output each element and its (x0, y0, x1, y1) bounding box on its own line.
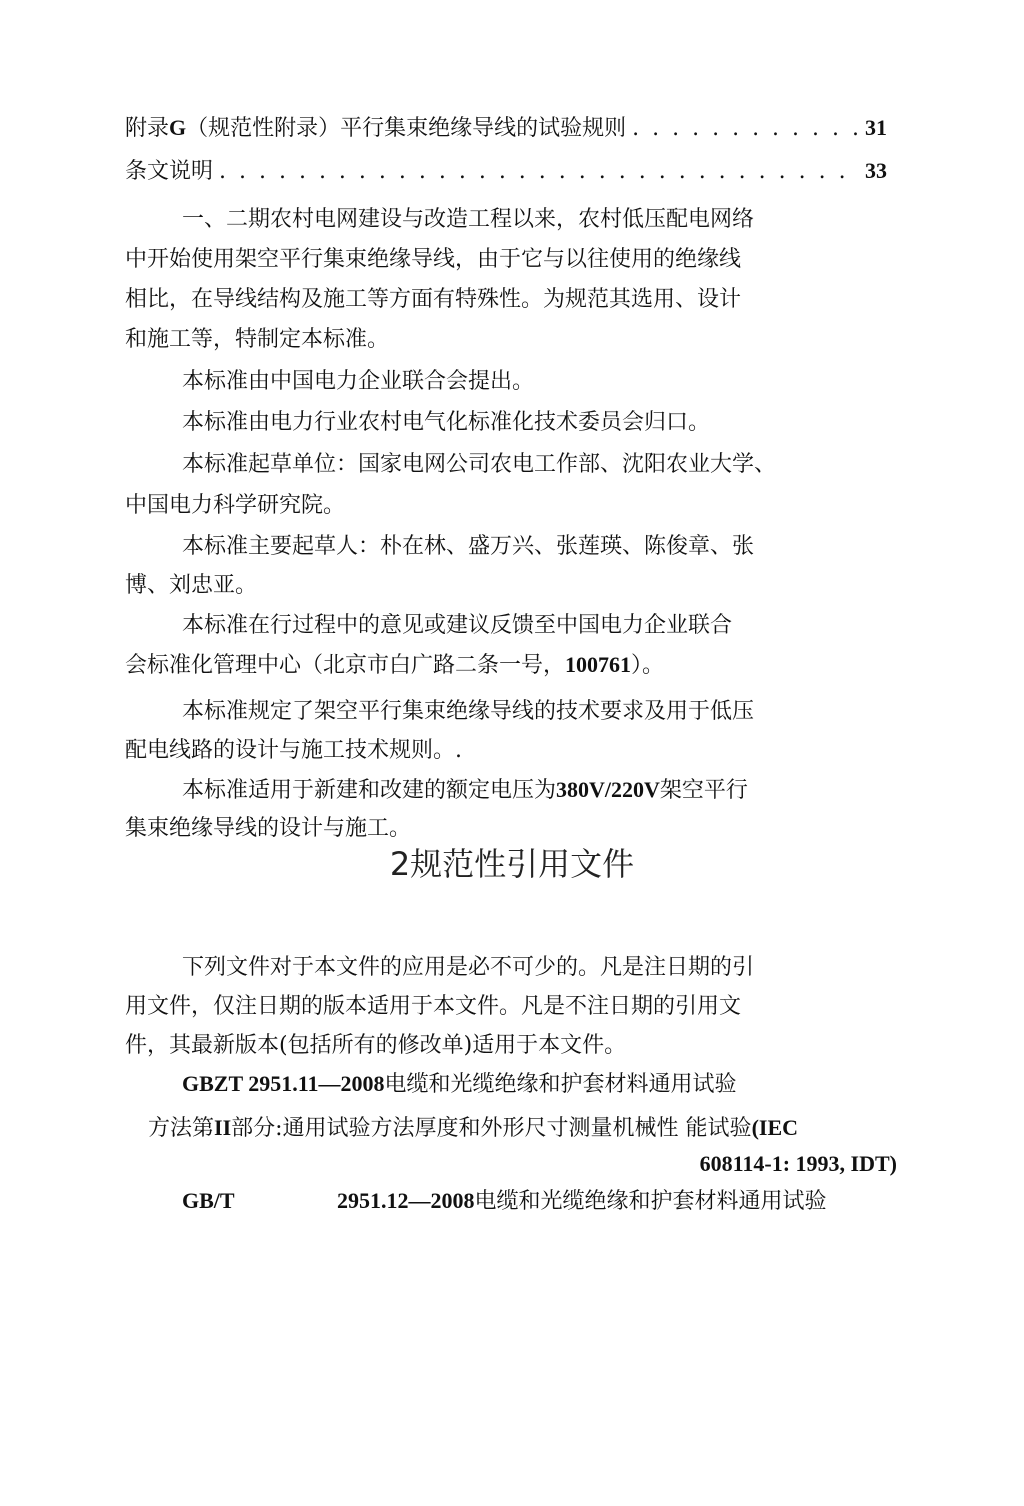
toc-leader-dots (219, 157, 859, 187)
foreword-p3: 本标准由电力行业农村电气化标准化技术委员会归口。 (182, 410, 711, 435)
section2-intro-line2: 用文件，仅注日期的版本适用于本文件。凡是不注日期的引用文 (125, 994, 742, 1019)
toc-entry-explanation[interactable] (125, 156, 887, 187)
foreword-p2: 本标准由中国电力企业联合会提出。 (182, 369, 535, 394)
foreword-p6-line2: 会标准化管理中心（北京市白广路二条一号，100761）。 (125, 652, 665, 678)
foreword-p7-line2: 配电线路的设计与施工技术规则。. (125, 738, 462, 763)
reference-2-code: GB/T (182, 1188, 235, 1213)
foreword-p1-line2: 中开始使用架空平行集束绝缘导线，由于它与以往使用的绝缘线 (125, 247, 742, 272)
toc-title: 条文说明 (125, 159, 214, 184)
section2-intro-line3: 件，其最新版本(包括所有的修改单)适用于本文件。 (125, 1033, 627, 1058)
reference-2-title: 2951.12—2008电缆和光缆绝缘和护套材料通用试验 (337, 1188, 827, 1214)
foreword-p4-line1: 本标准起草单位：国家电网公司农电工作部、沈阳农业大学、 (182, 452, 777, 477)
reference-1-line3: 608114-1: 1993, IDT) (699, 1151, 897, 1176)
toc-entry-appendix-g[interactable] (125, 113, 887, 144)
toc-title: 附录G（规范性附录）平行集束绝缘导线的试验规则 (125, 115, 627, 141)
foreword-p1-line4: 和施工等，特制定本标准。 (125, 327, 390, 352)
foreword-p7-line1: 本标准规定了架空平行集束绝缘导线的技术要求及用于低压 (182, 699, 755, 724)
toc-leader-dots (632, 114, 859, 144)
foreword-p1-line3: 相比，在导线结构及施工等方面有特殊性。为规范其选用、设计 (125, 287, 742, 312)
foreword-p5-line2: 博、刘忠亚。 (125, 573, 258, 598)
foreword-p8-line1: 本标准适用于新建和改建的额定电压为380V/220V架空平行 (182, 777, 748, 803)
reference-1-line2: 方法第II部分:通用试验方法厚度和外形尺寸测量机械性 能试验(IEC (148, 1115, 799, 1141)
section-heading: 2规范性引用文件 (389, 845, 635, 883)
foreword-p4-line2: 中国电力科学研究院。 (125, 493, 346, 518)
toc-page-number: 33 (865, 158, 887, 183)
reference-1-line1: GBZT 2951.11—2008电缆和光缆绝缘和护套材料通用试验 (182, 1071, 737, 1097)
foreword-p6-line1: 本标准在行过程中的意见或建议反馈至中国电力企业联合 (182, 613, 733, 638)
section2-intro-line1: 下列文件对于本文件的应用是必不可少的。凡是注日期的引 (182, 955, 755, 980)
foreword-p5-line1: 本标准主要起草人：朴在林、盛万兴、张莲瑛、陈俊章、张 (182, 534, 755, 559)
toc-page-number: 31 (865, 115, 887, 140)
foreword-p1-line1: 一、二期农村电网建设与改造工程以来，农村低压配电网络 (182, 207, 755, 232)
foreword-p8-line2: 集束绝缘导线的设计与施工。 (125, 816, 412, 841)
